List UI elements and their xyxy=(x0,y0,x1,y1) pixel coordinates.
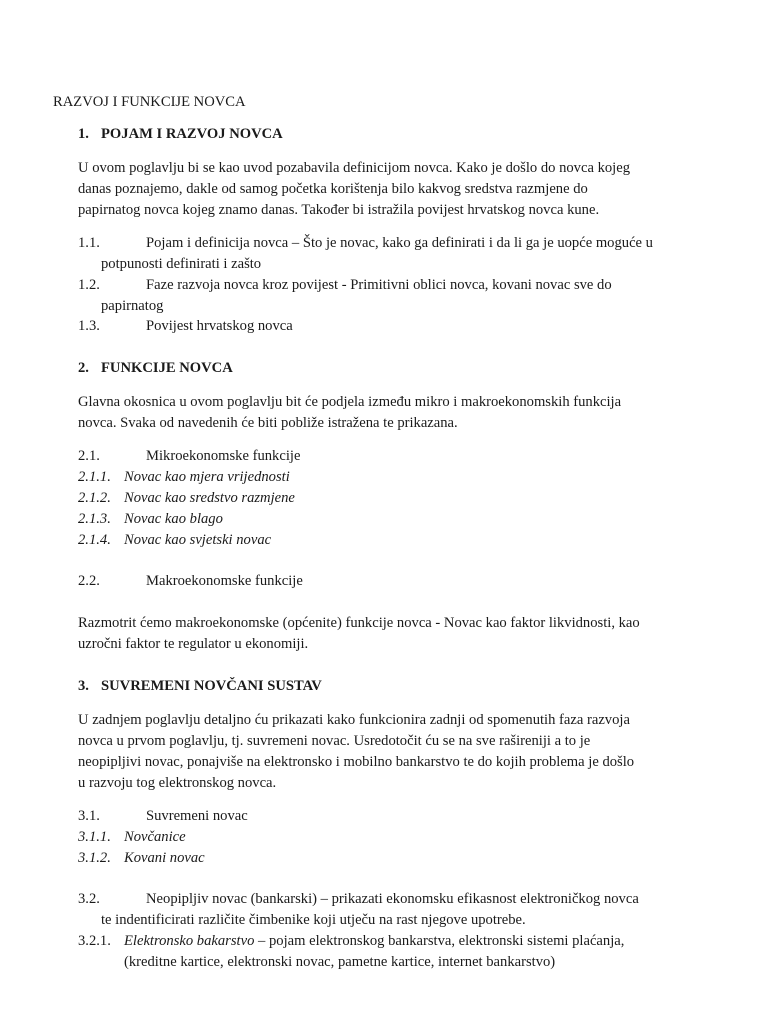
item-3-2-1-text xyxy=(124,931,624,951)
section-3-intro-line: u razvoju tog elektronskog novca. xyxy=(78,775,277,791)
ebanking-term: Elektronsko bakarstvo xyxy=(124,933,255,949)
item-2-1-3-number: 2.1.3. xyxy=(78,511,111,527)
item-2-2-number: 2.2. xyxy=(78,573,100,589)
item-1-2-text: Faze razvoja novca kroz povijest - Primitivni oblici novca, kovani novac sve do xyxy=(146,277,612,293)
section-3-number: 3. xyxy=(78,678,89,694)
item-1-3-number: 1.3. xyxy=(78,318,100,334)
item-1-3-text: Povijest hrvatskog novca xyxy=(146,318,293,334)
section-1-intro-line: papirnatog novca kojeg znamo danas. Također bi istražila povijest hrvatskog novca kune. xyxy=(78,202,600,218)
item-2-2-text: Makroekonomske funkcije xyxy=(146,573,303,589)
section-3-intro-line: novca u prvom poglavlju, tj. suvremeni novac. Usredotočit ću se na sve rašireniji a to je xyxy=(78,733,591,749)
item-2-1-number: 2.1. xyxy=(78,448,100,464)
section-2-heading: FUNKCIJE NOVCA xyxy=(101,360,233,376)
macro-text-line: Razmotrit ćemo makroekonomske (općenite) funkcije novca - Novac kao faktor likvidnosti, kao xyxy=(78,615,640,631)
section-1-number: 1. xyxy=(78,126,89,142)
document-title: RAZVOJ I FUNKCIJE NOVCA xyxy=(53,94,246,110)
item-1-2-number: 1.2. xyxy=(78,277,100,293)
item-3-1-2-number: 3.1.2. xyxy=(78,850,111,866)
section-2-intro-line: novca. Svaka od navedenih će biti pobliže istražena te prikazana. xyxy=(78,415,458,431)
item-2-1-text: Mikroekonomske funkcije xyxy=(146,448,301,464)
item-3-1-1-number: 3.1.1. xyxy=(78,829,111,845)
section-3-intro-line: neopipljivi novac, ponajviše na elektronsko i mobilno bankarstvo te do kojih problema je došlo xyxy=(78,754,635,770)
macro-text-line: uzročni faktor te regulator u ekonomiji. xyxy=(78,636,309,652)
section-1-intro-line: danas poznajemo, dakle od samog početka korištenja bilo kakvog sredstva razmjene do xyxy=(78,181,588,197)
item-2-1-2-number: 2.1.2. xyxy=(78,490,111,506)
item-3-1-text: Suvremeni novac xyxy=(146,808,248,824)
section-2-number: 2. xyxy=(78,360,89,376)
item-2-1-1-text: Novac kao mjera vrijednosti xyxy=(124,469,290,485)
item-3-2-text: Neopipljiv novac (bankarski) – prikazati ekonomsku efikasnost elektroničkog novca xyxy=(146,891,639,907)
item-3-2-1-number: 3.2.1. xyxy=(78,933,111,949)
item-2-1-4-number: 2.1.4. xyxy=(78,532,111,548)
item-1-2-text-cont: papirnatog xyxy=(101,298,164,314)
item-1-1-text-cont: potpunosti definirati i zašto xyxy=(101,256,262,272)
item-2-1-4-text: Novac kao svjetski novac xyxy=(124,532,272,548)
item-3-1-2-text: Kovani novac xyxy=(124,850,205,866)
item-1-1-number: 1.1. xyxy=(78,235,100,251)
item-3-2-1-text-cont: (kreditne kartice, elektronski novac, pametne kartice, internet bankarstvo) xyxy=(124,954,556,970)
item-3-2-number: 3.2. xyxy=(78,891,100,907)
section-2-intro-line: Glavna okosnica u ovom poglavlju bit će podjela između mikro i makroekonomskih funkcija xyxy=(78,394,622,410)
section-3-intro-line: U zadnjem poglavlju detaljno ću prikazati kako funkcionira zadnji od spomenutih faza razvoja xyxy=(78,712,630,728)
item-3-1-number: 3.1. xyxy=(78,808,100,824)
item-2-1-3-text: Novac kao blago xyxy=(124,511,223,527)
section-3-heading: SUVREMENI NOVČANI SUSTAV xyxy=(101,678,322,694)
section-1-intro-line: U ovom poglavlju bi se kao uvod pozabavila definicijom novca. Kako je došlo do novca kojeg xyxy=(78,160,631,176)
ebanking-description: – pojam elektronskog bankarstva, elektronski sistemi plaćanja, xyxy=(254,933,625,949)
item-3-1-1-text: Novčanice xyxy=(124,829,186,845)
item-1-1-text: Pojam i definicija novca – Što je novac, kako ga definirati i da li ga je uopće moguće u xyxy=(146,235,653,251)
item-3-2-text-cont: te indentificirati različite čimbenike koji utječu na rast njegove upotrebe. xyxy=(101,912,526,928)
item-2-1-2-text: Novac kao sredstvo razmjene xyxy=(124,490,295,506)
item-2-1-1-number: 2.1.1. xyxy=(78,469,111,485)
section-1-heading: POJAM I RAZVOJ NOVCA xyxy=(101,126,283,142)
